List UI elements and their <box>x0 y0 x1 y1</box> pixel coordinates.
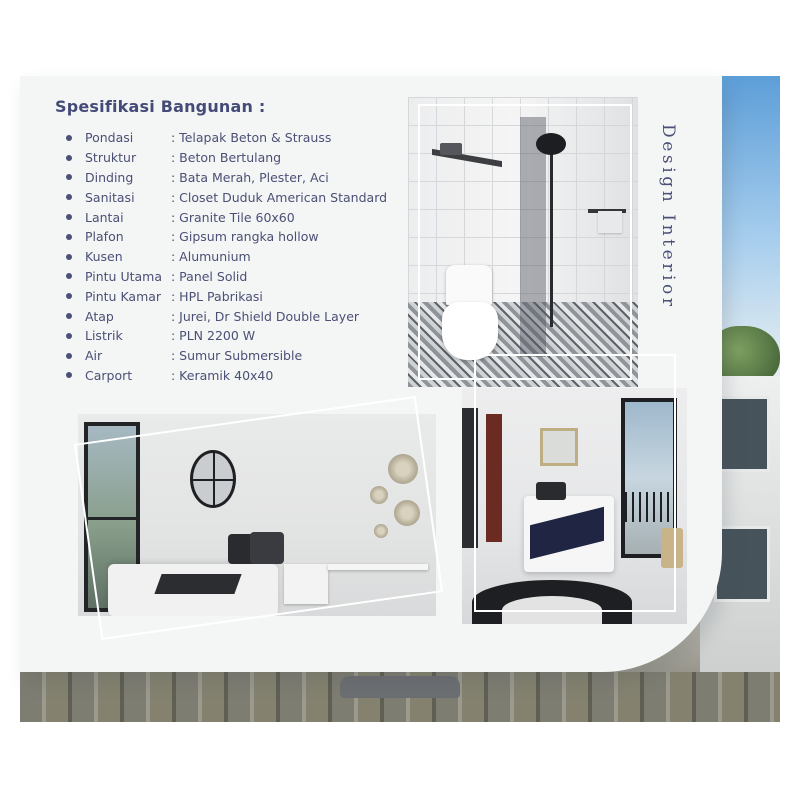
spec-label: Atap <box>85 308 114 324</box>
spec-label: Dinding <box>85 169 134 185</box>
spec-item <box>66 346 387 366</box>
bullet <box>66 234 72 240</box>
spec-label: Plafon <box>85 229 124 245</box>
bullet <box>66 135 72 141</box>
bullet <box>66 214 72 220</box>
bullet <box>66 353 72 359</box>
spec-value: : Telapak Beton & Strauss <box>171 130 332 146</box>
basket <box>661 528 683 568</box>
bullet <box>66 333 72 339</box>
spec-value: : Panel Solid <box>171 268 248 284</box>
bed-runner <box>154 574 241 594</box>
spec-title: Spesifikasi Bangunan : <box>55 97 266 116</box>
spec-value: : Bata Merah, Plester, Aci <box>171 169 329 185</box>
shower-pipe <box>550 147 553 327</box>
bullet <box>66 372 72 378</box>
spec-label: Lantai <box>85 209 124 225</box>
spec-item <box>66 366 387 386</box>
bullet <box>66 194 72 200</box>
bullet <box>66 293 72 299</box>
spec-value: : PLN 2200 W <box>171 328 256 344</box>
wall-plate <box>388 454 418 484</box>
spec-value: : Jurei, Dr Shield Double Layer <box>171 308 360 324</box>
bathroom-photo <box>408 97 638 387</box>
spec-label: Listrik <box>85 328 123 344</box>
spec-value: : Closet Duduk American Standard <box>171 189 388 205</box>
spec-item <box>66 207 387 227</box>
spec-label: Air <box>85 348 103 364</box>
spec-item <box>66 168 387 188</box>
design-interior-title: Design Interior <box>658 124 678 310</box>
spec-label: Pondasi <box>85 130 134 146</box>
spec-item <box>66 187 387 207</box>
nightstand <box>284 564 328 604</box>
spec-value: : HPL Pabrikasi <box>171 288 263 304</box>
spec-value: : Gipsum rangka hollow <box>171 229 319 245</box>
spec-label: Sanitasi <box>85 189 135 205</box>
spec-label: Pintu Utama <box>85 268 163 284</box>
car <box>340 676 460 698</box>
spec-label: Kusen <box>85 249 123 265</box>
door-frame <box>462 408 478 548</box>
bedroom-photo-1 <box>78 414 436 616</box>
pillow <box>536 482 566 500</box>
shower-head <box>536 133 566 155</box>
bedroom-photo-2 <box>462 388 687 624</box>
toilet-tank <box>446 265 492 305</box>
wall-plate <box>370 486 388 504</box>
rug-pattern <box>502 596 602 624</box>
pillow <box>250 532 284 564</box>
spec-value: : Sumur Submersible <box>171 348 303 364</box>
bullet <box>66 155 72 161</box>
round-window <box>190 450 236 508</box>
spec-item <box>66 326 387 346</box>
spec-item <box>66 247 387 267</box>
spec-label: Carport <box>85 367 133 383</box>
folded-towel <box>440 143 462 155</box>
house-window <box>714 396 770 472</box>
bullet <box>66 273 72 279</box>
wall-plate <box>374 524 388 538</box>
wall-plate <box>394 500 420 526</box>
spec-item <box>66 148 387 168</box>
bullet <box>66 174 72 180</box>
spec-value: : Alumunium <box>171 249 251 265</box>
window-cross <box>193 479 233 481</box>
wooden-door <box>486 414 502 542</box>
window-mullion <box>88 517 136 520</box>
spec-item <box>66 128 387 148</box>
desk <box>328 564 428 570</box>
balcony-railing <box>625 492 673 522</box>
wall-art <box>540 428 578 466</box>
hanging-towel <box>598 211 622 233</box>
spec-label: Struktur <box>85 150 137 166</box>
spec-list <box>66 128 387 385</box>
house-window <box>714 526 770 602</box>
spec-item <box>66 267 387 287</box>
toilet-bowl <box>442 302 498 360</box>
sky <box>720 76 780 356</box>
spec-value: : Keramik 40x40 <box>171 367 274 383</box>
bullet <box>66 254 72 260</box>
spec-label: Pintu Kamar <box>85 288 162 304</box>
spec-item <box>66 306 387 326</box>
bullet <box>66 313 72 319</box>
spec-item <box>66 286 387 306</box>
spec-value: : Granite Tile 60x60 <box>171 209 295 225</box>
spec-value: : Beton Bertulang <box>171 150 282 166</box>
spec-item <box>66 227 387 247</box>
